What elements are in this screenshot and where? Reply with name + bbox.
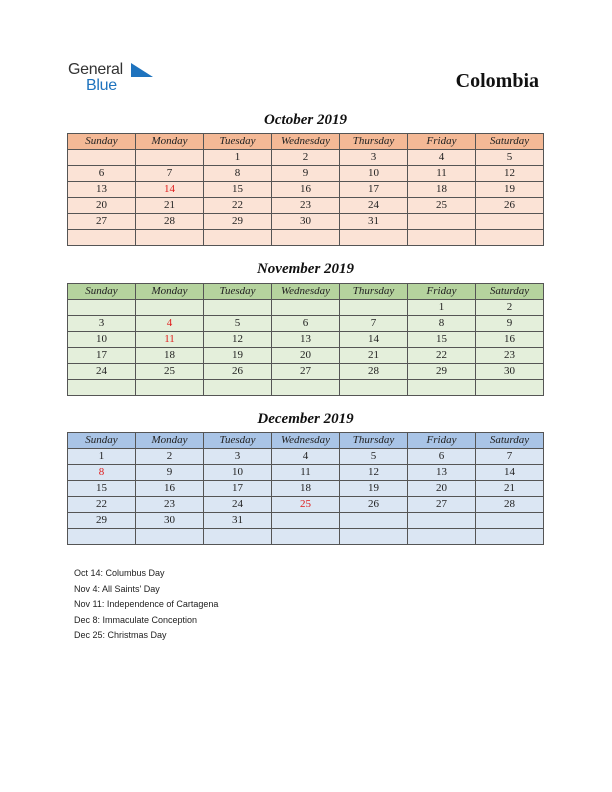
day-cell: [408, 380, 476, 396]
calendar-week-row: [68, 182, 544, 198]
day-cell: 30: [476, 364, 544, 380]
weekday-header-tuesday: Tuesday: [204, 284, 272, 300]
day-cell: 20: [68, 198, 136, 214]
day-cell: 6: [408, 449, 476, 465]
weekday-header-saturday: Saturday: [476, 433, 544, 449]
calendar-week-row: [68, 465, 544, 481]
calendar-week-row: [68, 348, 544, 364]
day-cell: 2: [136, 449, 204, 465]
calendar-week-row: [68, 364, 544, 380]
logo-text-general: General: [68, 61, 123, 78]
day-cell: 17: [204, 481, 272, 497]
weekday-header-friday: Friday: [408, 433, 476, 449]
day-cell: 3: [340, 150, 408, 166]
day-cell: 9: [136, 465, 204, 481]
day-cell: 23: [476, 348, 544, 364]
day-cell: 4: [272, 449, 340, 465]
day-cell: 31: [204, 513, 272, 529]
day-cell: [272, 529, 340, 545]
day-cell: 8: [408, 316, 476, 332]
day-cell: [136, 380, 204, 396]
day-cell: 18: [272, 481, 340, 497]
day-cell: 6: [68, 166, 136, 182]
day-cell: [136, 150, 204, 166]
day-cell: 30: [272, 214, 340, 230]
day-cell: 6: [272, 316, 340, 332]
day-cell: 14: [476, 465, 544, 481]
day-cell: 29: [408, 364, 476, 380]
month-title-december: December 2019: [257, 411, 354, 427]
day-cell: 18: [136, 348, 204, 364]
day-cell: 25: [408, 198, 476, 214]
day-cell: 19: [204, 348, 272, 364]
day-cell: 12: [340, 465, 408, 481]
day-cell: 28: [476, 497, 544, 513]
day-cell: 23: [136, 497, 204, 513]
day-cell: [340, 380, 408, 396]
day-cell: 7: [340, 316, 408, 332]
logo-text-blue: Blue: [86, 77, 117, 94]
day-cell: 27: [408, 497, 476, 513]
logo-triangle-icon: [131, 63, 153, 77]
day-cell: 16: [136, 481, 204, 497]
weekday-header-thursday: Thursday: [340, 284, 408, 300]
calendar-october: [67, 133, 544, 246]
weekday-header-row: [68, 134, 544, 150]
logo: [68, 60, 168, 96]
day-cell: [136, 230, 204, 246]
day-cell: 9: [272, 166, 340, 182]
day-cell: [272, 380, 340, 396]
day-cell: 22: [408, 348, 476, 364]
calendar-week-row: [68, 529, 544, 545]
day-cell: 17: [68, 348, 136, 364]
weekday-header-friday: Friday: [408, 284, 476, 300]
day-cell: 13: [408, 465, 476, 481]
day-cell: 26: [340, 497, 408, 513]
weekday-header-sunday: Sunday: [68, 433, 136, 449]
weekday-header-wednesday: Wednesday: [272, 284, 340, 300]
holiday-note: Nov 4: All Saints' Day: [74, 583, 160, 594]
calendar-week-row: [68, 513, 544, 529]
weekday-header-row: [68, 284, 544, 300]
day-cell: [408, 230, 476, 246]
day-cell: 20: [408, 481, 476, 497]
calendar-week-row: [68, 332, 544, 348]
calendar-week-row: [68, 300, 544, 316]
calendar-week-row: [68, 198, 544, 214]
day-cell: [136, 529, 204, 545]
day-cell: [340, 230, 408, 246]
calendar-week-row: [68, 230, 544, 246]
day-cell: 1: [408, 300, 476, 316]
day-cell: [68, 300, 136, 316]
weekday-header-sunday: Sunday: [68, 284, 136, 300]
day-cell: 29: [68, 513, 136, 529]
calendar-december: [67, 432, 544, 545]
day-cell: [340, 529, 408, 545]
day-cell: 27: [68, 214, 136, 230]
day-cell: [476, 230, 544, 246]
day-cell: 16: [476, 332, 544, 348]
weekday-header-monday: Monday: [136, 284, 204, 300]
holiday-day-cell: 14: [136, 182, 204, 198]
day-cell: [476, 513, 544, 529]
day-cell: 23: [272, 198, 340, 214]
day-cell: 10: [340, 166, 408, 182]
day-cell: [68, 529, 136, 545]
weekday-header-tuesday: Tuesday: [204, 134, 272, 150]
weekday-header-saturday: Saturday: [476, 134, 544, 150]
weekday-header-wednesday: Wednesday: [272, 433, 340, 449]
day-cell: 1: [68, 449, 136, 465]
day-cell: [204, 230, 272, 246]
day-cell: 18: [408, 182, 476, 198]
holiday-note: Oct 14: Columbus Day: [74, 568, 165, 578]
day-cell: 16: [272, 182, 340, 198]
day-cell: 3: [204, 449, 272, 465]
day-cell: 9: [476, 316, 544, 332]
day-cell: 17: [340, 182, 408, 198]
day-cell: 28: [340, 364, 408, 380]
day-cell: [272, 230, 340, 246]
day-cell: [204, 529, 272, 545]
day-cell: 28: [136, 214, 204, 230]
day-cell: 22: [204, 198, 272, 214]
day-cell: [408, 529, 476, 545]
calendar-week-row: [68, 380, 544, 396]
weekday-header-sunday: Sunday: [68, 134, 136, 150]
day-cell: 29: [204, 214, 272, 230]
day-cell: [340, 513, 408, 529]
weekday-header-row: [68, 433, 544, 449]
month-title-november: November 2019: [256, 261, 355, 277]
day-cell: 19: [340, 481, 408, 497]
holiday-day-cell: 25: [272, 497, 340, 513]
country-title: Colombia: [455, 70, 539, 92]
day-cell: 21: [340, 348, 408, 364]
day-cell: [272, 300, 340, 316]
day-cell: 10: [204, 465, 272, 481]
month-title-october: October 2019: [264, 112, 347, 128]
calendar-week-row: [68, 481, 544, 497]
day-cell: 12: [204, 332, 272, 348]
day-cell: 15: [204, 182, 272, 198]
day-cell: 21: [136, 198, 204, 214]
day-cell: 21: [476, 481, 544, 497]
holiday-day-cell: 4: [136, 316, 204, 332]
day-cell: 31: [340, 214, 408, 230]
day-cell: 20: [272, 348, 340, 364]
weekday-header-friday: Friday: [408, 134, 476, 150]
day-cell: 4: [408, 150, 476, 166]
day-cell: 26: [204, 364, 272, 380]
day-cell: 15: [68, 481, 136, 497]
day-cell: 22: [68, 497, 136, 513]
day-cell: 11: [272, 465, 340, 481]
day-cell: [204, 300, 272, 316]
weekday-header-saturday: Saturday: [476, 284, 544, 300]
day-cell: [476, 529, 544, 545]
calendar-week-row: [68, 449, 544, 465]
calendar-week-row: [68, 316, 544, 332]
day-cell: 7: [476, 449, 544, 465]
holiday-note: Dec 8: Immaculate Conception: [74, 614, 198, 625]
weekday-header-thursday: Thursday: [340, 134, 408, 150]
day-cell: 26: [476, 198, 544, 214]
calendar-week-row: [68, 150, 544, 166]
holiday-day-cell: 11: [136, 332, 204, 348]
day-cell: 7: [136, 166, 204, 182]
weekday-header-monday: Monday: [136, 433, 204, 449]
day-cell: 12: [476, 166, 544, 182]
day-cell: 8: [204, 166, 272, 182]
day-cell: [272, 513, 340, 529]
day-cell: 14: [340, 332, 408, 348]
day-cell: [136, 300, 204, 316]
day-cell: 25: [136, 364, 204, 380]
holiday-note: Nov 11: Independence of Cartagena: [74, 599, 219, 609]
day-cell: 5: [340, 449, 408, 465]
day-cell: [68, 380, 136, 396]
day-cell: 19: [476, 182, 544, 198]
weekday-header-thursday: Thursday: [340, 433, 408, 449]
day-cell: [204, 380, 272, 396]
holiday-note: Dec 25: Christmas Day: [74, 630, 167, 640]
day-cell: 24: [204, 497, 272, 513]
day-cell: 24: [68, 364, 136, 380]
day-cell: 5: [204, 316, 272, 332]
day-cell: 3: [68, 316, 136, 332]
day-cell: 5: [476, 150, 544, 166]
holiday-notes: [74, 566, 218, 644]
day-cell: 10: [68, 332, 136, 348]
day-cell: 13: [272, 332, 340, 348]
day-cell: 15: [408, 332, 476, 348]
day-cell: [340, 300, 408, 316]
calendar-week-row: [68, 497, 544, 513]
day-cell: 1: [204, 150, 272, 166]
calendar-november: [67, 283, 544, 396]
day-cell: 11: [408, 166, 476, 182]
weekday-header-monday: Monday: [136, 134, 204, 150]
holiday-day-cell: 8: [68, 465, 136, 481]
day-cell: [68, 150, 136, 166]
day-cell: 24: [340, 198, 408, 214]
day-cell: [408, 513, 476, 529]
day-cell: [476, 214, 544, 230]
day-cell: 27: [272, 364, 340, 380]
weekday-header-wednesday: Wednesday: [272, 134, 340, 150]
calendar-week-row: [68, 214, 544, 230]
day-cell: 2: [272, 150, 340, 166]
day-cell: [408, 214, 476, 230]
day-cell: 13: [68, 182, 136, 198]
weekday-header-tuesday: Tuesday: [204, 433, 272, 449]
day-cell: [68, 230, 136, 246]
day-cell: 30: [136, 513, 204, 529]
calendar-week-row: [68, 166, 544, 182]
day-cell: 2: [476, 300, 544, 316]
day-cell: [476, 380, 544, 396]
